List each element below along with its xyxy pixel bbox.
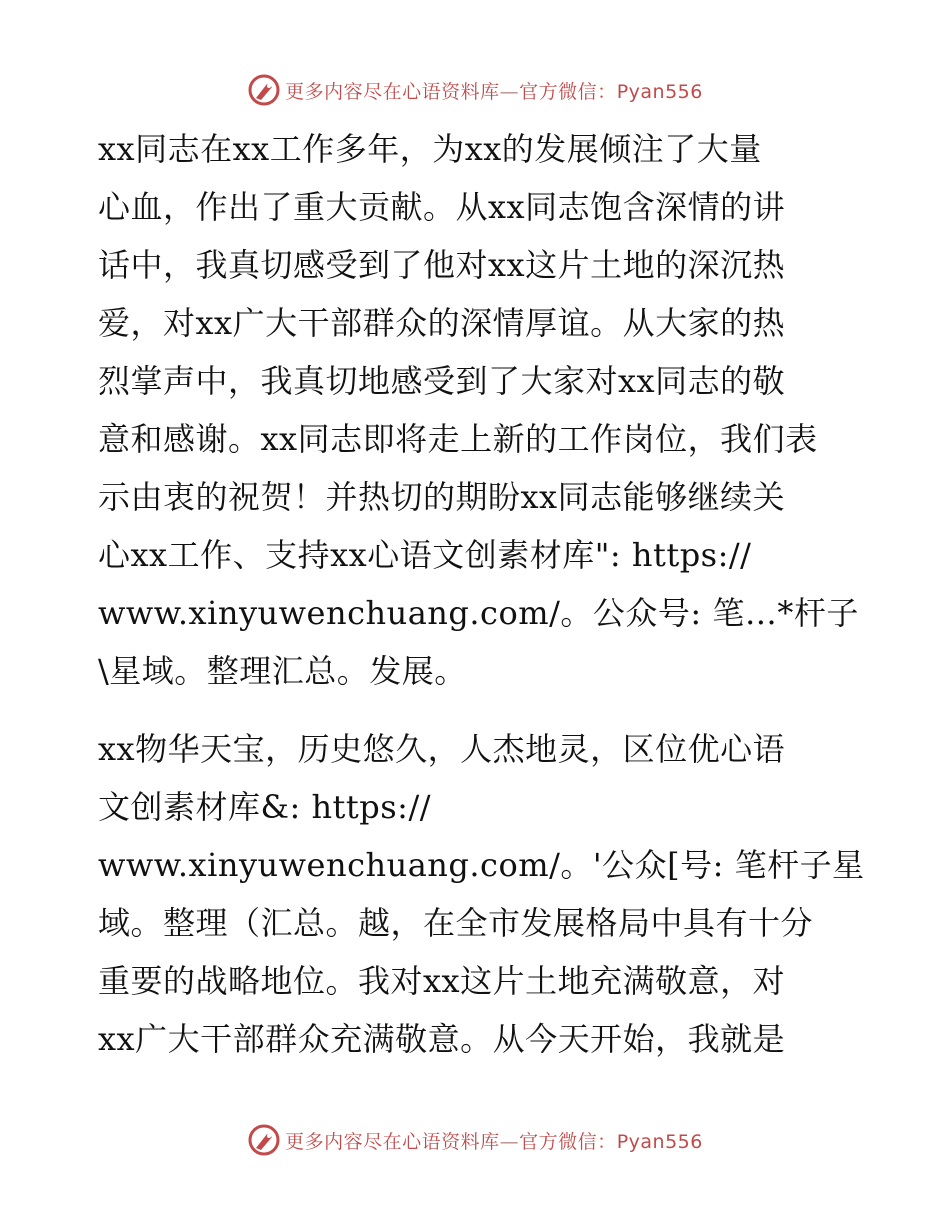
text-line: www.xinyuwenchuang.com/。'公众[号: 笔杆子星	[98, 846, 865, 884]
text-line: 心血，作出了重大贡献。从xx同志饱含深情的讲	[98, 188, 786, 226]
text-line: 文创素材库&: https://	[98, 788, 432, 826]
paragraph-2	[98, 720, 868, 1068]
text-line: xx同志在xx工作多年，为xx的发展倾注了大量	[98, 130, 762, 168]
paragraph-gap	[98, 700, 868, 720]
document-body	[98, 120, 868, 1068]
pen-nib-logo-icon	[247, 1123, 281, 1157]
text-line: 示由衷的祝贺！并热切的期盼xx同志能够继续关	[98, 478, 786, 516]
paragraph-1	[98, 120, 868, 700]
text-line: 爱，对xx广大干部群众的深情厚谊。从大家的热	[98, 304, 786, 342]
text-line: 烈掌声中，我真切地感受到了大家对xx同志的敬	[98, 362, 786, 400]
text-line: xx广大干部群众充满敬意。从今天开始，我就是	[98, 1020, 786, 1058]
watermark-text: 更多内容尽在心语资料库—官方微信：Pyan556	[285, 80, 703, 103]
pen-nib-logo-icon	[247, 73, 281, 107]
text-line: \星域。整理汇总。发展。	[98, 652, 467, 690]
text-line: xx物华天宝，历史悠久，人杰地灵，区位优心语	[98, 730, 786, 768]
text-line: 意和感谢。xx同志即将走上新的工作岗位，我们表	[98, 420, 818, 458]
text-line: www.xinyuwenchuang.com/。公众号: 笔…*杆子	[98, 594, 859, 632]
text-line: 重要的战略地位。我对xx这片土地充满敬意，对	[98, 962, 786, 1000]
text-line: 心xx工作、支持xx心语文创素材库": https://	[98, 536, 752, 574]
watermark-text: 更多内容尽在心语资料库—官方微信：Pyan556	[285, 1130, 703, 1153]
header-watermark	[0, 70, 950, 110]
text-line: 域。整理（汇总。越，在全市发展格局中具有十分	[98, 904, 814, 942]
footer-watermark	[0, 1120, 950, 1160]
text-line: 话中，我真切感受到了他对xx这片土地的深沉热	[98, 246, 786, 284]
